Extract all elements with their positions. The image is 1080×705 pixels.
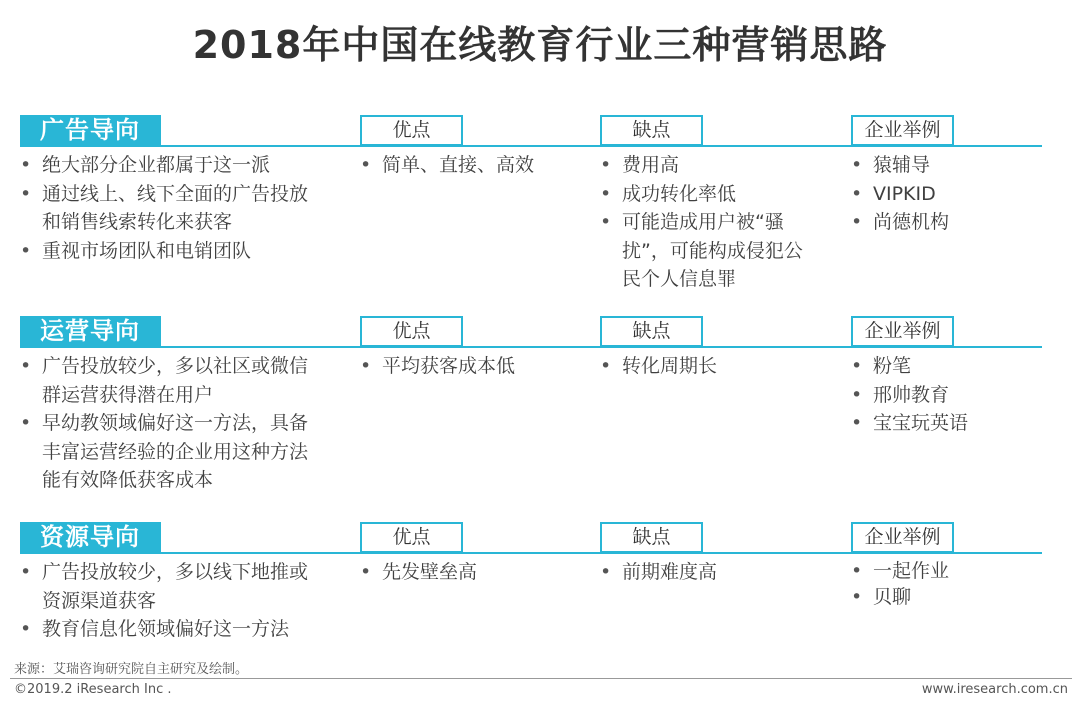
list-item: • 贝聊 xyxy=(851,586,912,608)
list-item: • VIPKID xyxy=(851,182,936,205)
pros-header: 优点 xyxy=(360,522,463,553)
list-item: • 简单、直接、高效 xyxy=(360,154,535,176)
list-item: • 教育信息化领域偏好这一方法 xyxy=(20,618,290,640)
cons-header: 缺点 xyxy=(600,522,703,553)
examples-header: 企业举例 xyxy=(851,316,954,347)
list-item: • 转化周期长 xyxy=(600,355,718,377)
category-label: 广告导向 xyxy=(20,115,161,146)
cons-list xyxy=(600,151,810,294)
copyright-text: ©2019.2 iResearch Inc . xyxy=(14,682,172,697)
examples-list xyxy=(851,151,1051,237)
cons-header: 缺点 xyxy=(600,115,703,146)
list-item: • 可能造成用户被“骚扰”，可能构成侵犯公民个人信息罪 xyxy=(600,211,803,290)
pros-header: 优点 xyxy=(360,316,463,347)
page-title: 2018年中国在线教育行业三种营销思路 xyxy=(192,23,888,67)
pros-list xyxy=(360,558,580,587)
footer-divider xyxy=(10,678,1072,679)
list-item: • 通过线上、线下全面的广告投放和销售线索转化来获客 xyxy=(20,182,309,233)
category-label: 运营导向 xyxy=(20,316,161,347)
description-list xyxy=(20,558,325,644)
examples-header: 企业举例 xyxy=(851,115,954,146)
list-item: • 费用高 xyxy=(600,154,680,176)
list-item: • 尚德机构 xyxy=(851,211,950,233)
category-label: 资源导向 xyxy=(20,522,161,553)
list-item: • 广告投放较少，多以线下地推或资源渠道获客 xyxy=(20,561,309,612)
pros-list xyxy=(360,352,580,381)
list-item: • 宝宝玩英语 xyxy=(851,412,969,434)
source-note: 来源：艾瑞咨询研究院自主研究及绘制。 xyxy=(14,662,249,677)
list-item: • 绝大部分企业都属于这一派 xyxy=(20,154,271,176)
examples-list xyxy=(851,558,1051,610)
list-item: • 重视市场团队和电销团队 xyxy=(20,239,252,262)
list-item: • 早幼教领域偏好这一方法，具备丰富运营经验的企业用这种方法能有效降低获客成本 xyxy=(20,412,309,491)
pros-list xyxy=(360,151,580,180)
examples-header: 企业举例 xyxy=(851,522,954,553)
list-item: • 一起作业 xyxy=(851,560,950,582)
list-item: • 粉笔 xyxy=(851,355,912,377)
examples-list xyxy=(851,352,1051,438)
description-list xyxy=(20,151,325,265)
list-item: • 广告投放较少，多以社区或微信群运营获得潜在用户 xyxy=(20,355,309,406)
cons-list xyxy=(600,352,810,381)
list-item: • 先发壁垒高 xyxy=(360,561,478,583)
list-item: • 平均获客成本低 xyxy=(360,355,516,377)
list-item: • 前期难度高 xyxy=(600,561,718,583)
list-item: • 邢帅教育 xyxy=(851,383,950,406)
list-item: • 猿辅导 xyxy=(851,154,931,176)
cons-list xyxy=(600,558,810,587)
cons-header: 缺点 xyxy=(600,316,703,347)
description-list xyxy=(20,352,325,495)
website-link[interactable]: www.iresearch.com.cn xyxy=(921,682,1068,697)
pros-header: 优点 xyxy=(360,115,463,146)
list-item: • 成功转化率低 xyxy=(600,182,737,205)
